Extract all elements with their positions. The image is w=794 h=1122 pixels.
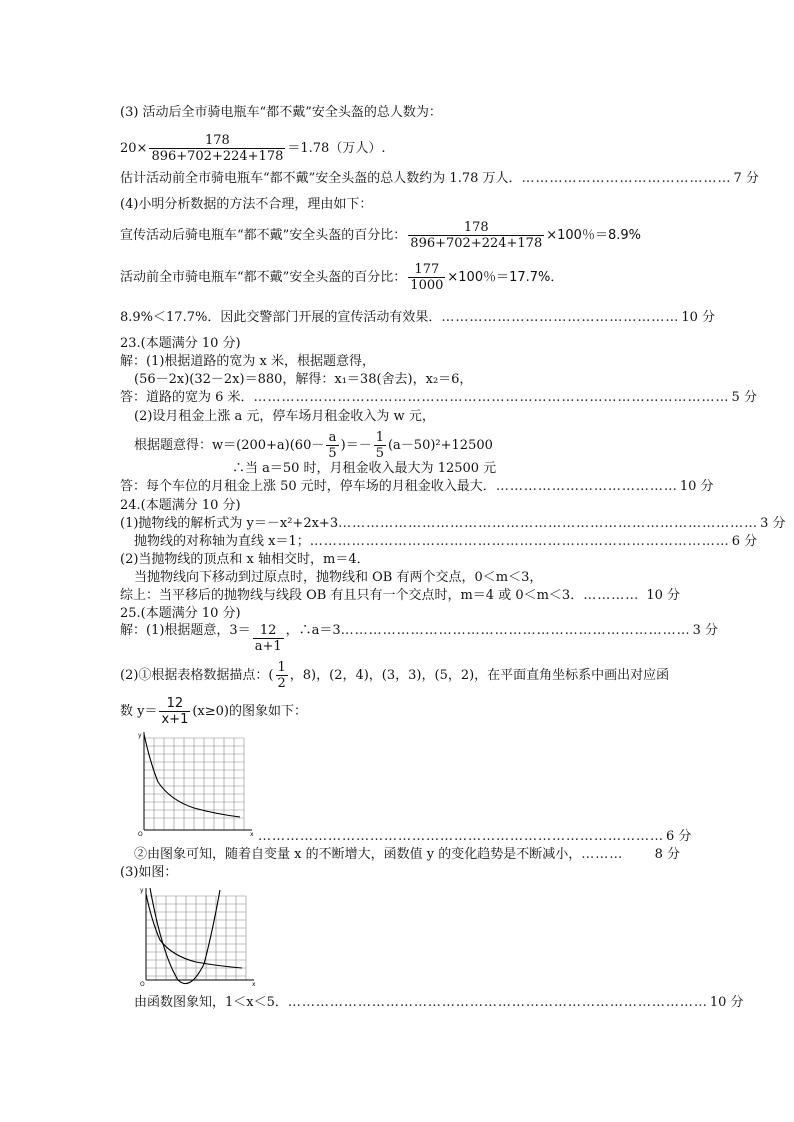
q22-p4-title: (4)小明分析数据的方法不合理，理由如下： [120,197,373,212]
q22-p3-num: 178 [149,133,285,149]
q23-s2b-fraction-a [326,430,338,461]
q24-header: 24.(本题满分 10 分) [120,498,241,513]
q25-l5: (3)如图： [120,865,178,880]
q23-s2c: ∴当 a＝50 时，月租金收入最大为 12500 元 [232,461,497,476]
q22-p4-before-tail: ×100％＝17.7%． [447,270,564,285]
q25-l3-score-line: …………………………………………………………………………… 6 分 [258,829,692,844]
q23-s2b-fn: a [326,430,338,446]
q25-l6: 由函数图象知，1＜x＜5． [134,995,288,1010]
svg-text:y: y [138,732,142,739]
q22-p4-after-label: 宣传活动后骑电瓶车“都不戴”安全头盔的百分比： [120,228,407,243]
q23-s2b-fd: 5 [328,446,337,461]
q22-p3-conclusion-line: 估计活动前全市骑电瓶车“都不戴”安全头盔的总人数约为 1.78 万人． ……………………………………… 7 分 [120,171,759,186]
q22-p3-conclusion: 估计活动前全市骑电瓶车“都不戴”安全头盔的总人数约为 1.78 万人． [120,171,522,186]
q23-s1a: 解：(1)根据道路的宽为 x 米，根据题意得， [120,354,376,369]
q22-p3-formula [120,133,680,164]
score: 6 分 [666,829,692,844]
graph-reciprocal [136,730,256,838]
q25-l2-fd: 2 [277,676,286,691]
q24-l2-line: 抛物线的对称轴为直线 x＝1； ……………………………………………………………………………… 6 分 [134,534,758,549]
q24-l3: (2)当抛物线的顶点和 x 轴相交时，m＝4． [120,552,370,567]
graph-parabola-reciprocal [138,884,258,988]
q25-l2 [120,660,680,691]
q25-l1-num: 12 [253,623,284,639]
q24-l5: 综上：当平移后的抛物线与线段 OB 有且只有一个交点时，m＝4 或 0＜m＜3． [120,588,584,603]
score: 5 分 [731,390,757,405]
q22-p4-before-fraction [408,262,445,293]
svg-text:x: x [252,981,256,988]
q22-p3-title: (3) 活动后全市骑电瓶车“都不戴”安全头盔的总人数为： [120,105,442,120]
q23-s2d-line: 答：每个车位的月租金上涨 50 元时，停车场的月租金收入最大． ………………………………… 10 分 [120,479,714,494]
q25-l3-fraction [159,696,190,727]
q25-l3-den: x+1 [161,712,189,727]
q24-l2: 抛物线的对称轴为直线 x＝1； [134,534,310,549]
q22-p4-after [120,220,680,251]
q25-l1-fraction [253,623,284,654]
q22-p4-before [120,262,680,293]
score: 8 分 [654,847,680,862]
q23-s2b [134,430,694,461]
q22-p4-before-den: 1000 [410,278,444,293]
score: 10 分 [681,310,716,325]
q25-l3-pre: 数 y＝ [120,704,158,719]
svg-text:O: O [140,981,145,988]
q23-s2a: (2)设月租金上涨 a 元，停车场月租金收入为 w 元， [134,409,435,424]
svg-text:x: x [250,831,254,838]
svg-text:y: y [140,887,144,894]
score: 10 分 [646,588,680,603]
q23-s2b-pre: 根据题意得：w＝(200+a)(60－ [134,438,325,453]
q25-l6-line: 由函数图象知，1＜x＜5． ……………………………………………………………………………… 10 分 [134,995,744,1010]
score: 3 分 [692,623,719,638]
q25-l2-fn: 1 [277,660,286,675]
q23-s1c-line: 答：道路的宽为 6 米． ………………………………………………………………………………………… 5 分 [120,390,757,405]
q25-l1-den: a+1 [254,639,282,654]
q25-l2-fraction [276,660,288,691]
q23-s2b-gn: 1 [375,430,384,445]
score: 3 分 [760,516,786,531]
q23-s2b-mid: )＝－ [340,438,372,453]
q25-l2-pre: (2)①根据表格数据描点：( [120,668,274,683]
q22-p4-conclusion-line: 8.9%＜17.7%．因此交警部门开展的宣传活动有效果． …………………………………………… 10 分 [120,310,716,325]
q22-p4-after-fraction [408,220,544,251]
q23-header: 23.(本题满分 10 分) [120,336,241,351]
q22-p3-fraction [149,133,285,164]
q23-s1b: (56－2x)(32－2x)＝880，解得：x₁＝38(舍去)，x₂＝6， [134,372,473,387]
q25-l1-pre: 解：(1)根据题意，3＝ [120,623,251,638]
q22-p3-result: ＝1.78（万人）. [287,141,386,156]
q22-p4-before-num: 177 [408,262,445,278]
score: 10 分 [709,995,744,1010]
score: 10 分 [679,479,714,494]
q25-l2-post: ，8)，(2，4)，(3，3)，(5，2)，在平面直角坐标系中画出对应函 [289,668,670,683]
q25-header: 25.(本题满分 10 分) [120,606,241,621]
q24-l1: (1)抛物线的解析式为 y＝－x²+2x+3 [120,516,339,531]
score: 7 分 [733,171,759,186]
q23-s2b-post: (a－50)²+12500 [387,438,493,453]
q24-l5-line: 综上：当平移后的抛物线与线段 OB 有且只有一个交点时，m＝4 或 0＜m＜3． ………… 10 分 [120,588,680,603]
q23-s2b-fraction-b [374,430,386,461]
q25-l1-line: 解：(1)根据题意，3＝ $\frac{12}{a+1}$ ，∴a＝3 ………………………………………………………………… 3 分 [120,623,719,654]
q25-l3-num: 12 [159,696,190,712]
q22-p4-before-label: 活动前全市骑电瓶车“都不戴”安全头盔的百分比： [120,270,407,285]
q25-l1-post: ，∴a＝3 [285,623,341,638]
q22-p4-conclusion: 8.9%＜17.7%．因此交警部门开展的宣传活动有效果． [120,310,442,325]
svg-text:O: O [138,831,143,838]
q25-l3 [120,696,680,727]
q23-s1c: 答：道路的宽为 6 米． [120,390,254,405]
q23-s2d: 答：每个车位的月租金上涨 50 元时，停车场的月租金收入最大． [120,479,496,494]
q22-p4-after-num: 178 [408,220,544,236]
q22-p4-after-den: 896+702+224+178 [410,236,543,251]
q25-l4-line: ②由图象可知，随着自变量 x 的不断增大，函数值 y 的变化趋势是不断减小， ……… 8 分 [134,847,680,862]
q22-p4-after-tail: ×100％＝8.9% [546,228,641,243]
q25-l3-post: (x≥0)的图象如下： [192,704,307,719]
q22-p3-prefix: 20× [120,141,148,156]
q25-l4: ②由图象可知，随着自变量 x 的不断增大，函数值 y 的变化趋势是不断减小， [134,847,582,862]
q24-l1-line: (1)抛物线的解析式为 y＝－x²+2x+3 ……………………………………………………………………………… 3 分 [120,516,786,531]
q22-p3-den: 896+702+224+178 [151,149,284,164]
q23-s2b-gd: 5 [375,446,384,461]
score: 6 分 [731,534,758,549]
q24-l4: 当抛物线向下移动到过原点时，抛物线和 OB 有两个交点，0＜m＜3， [134,570,543,585]
